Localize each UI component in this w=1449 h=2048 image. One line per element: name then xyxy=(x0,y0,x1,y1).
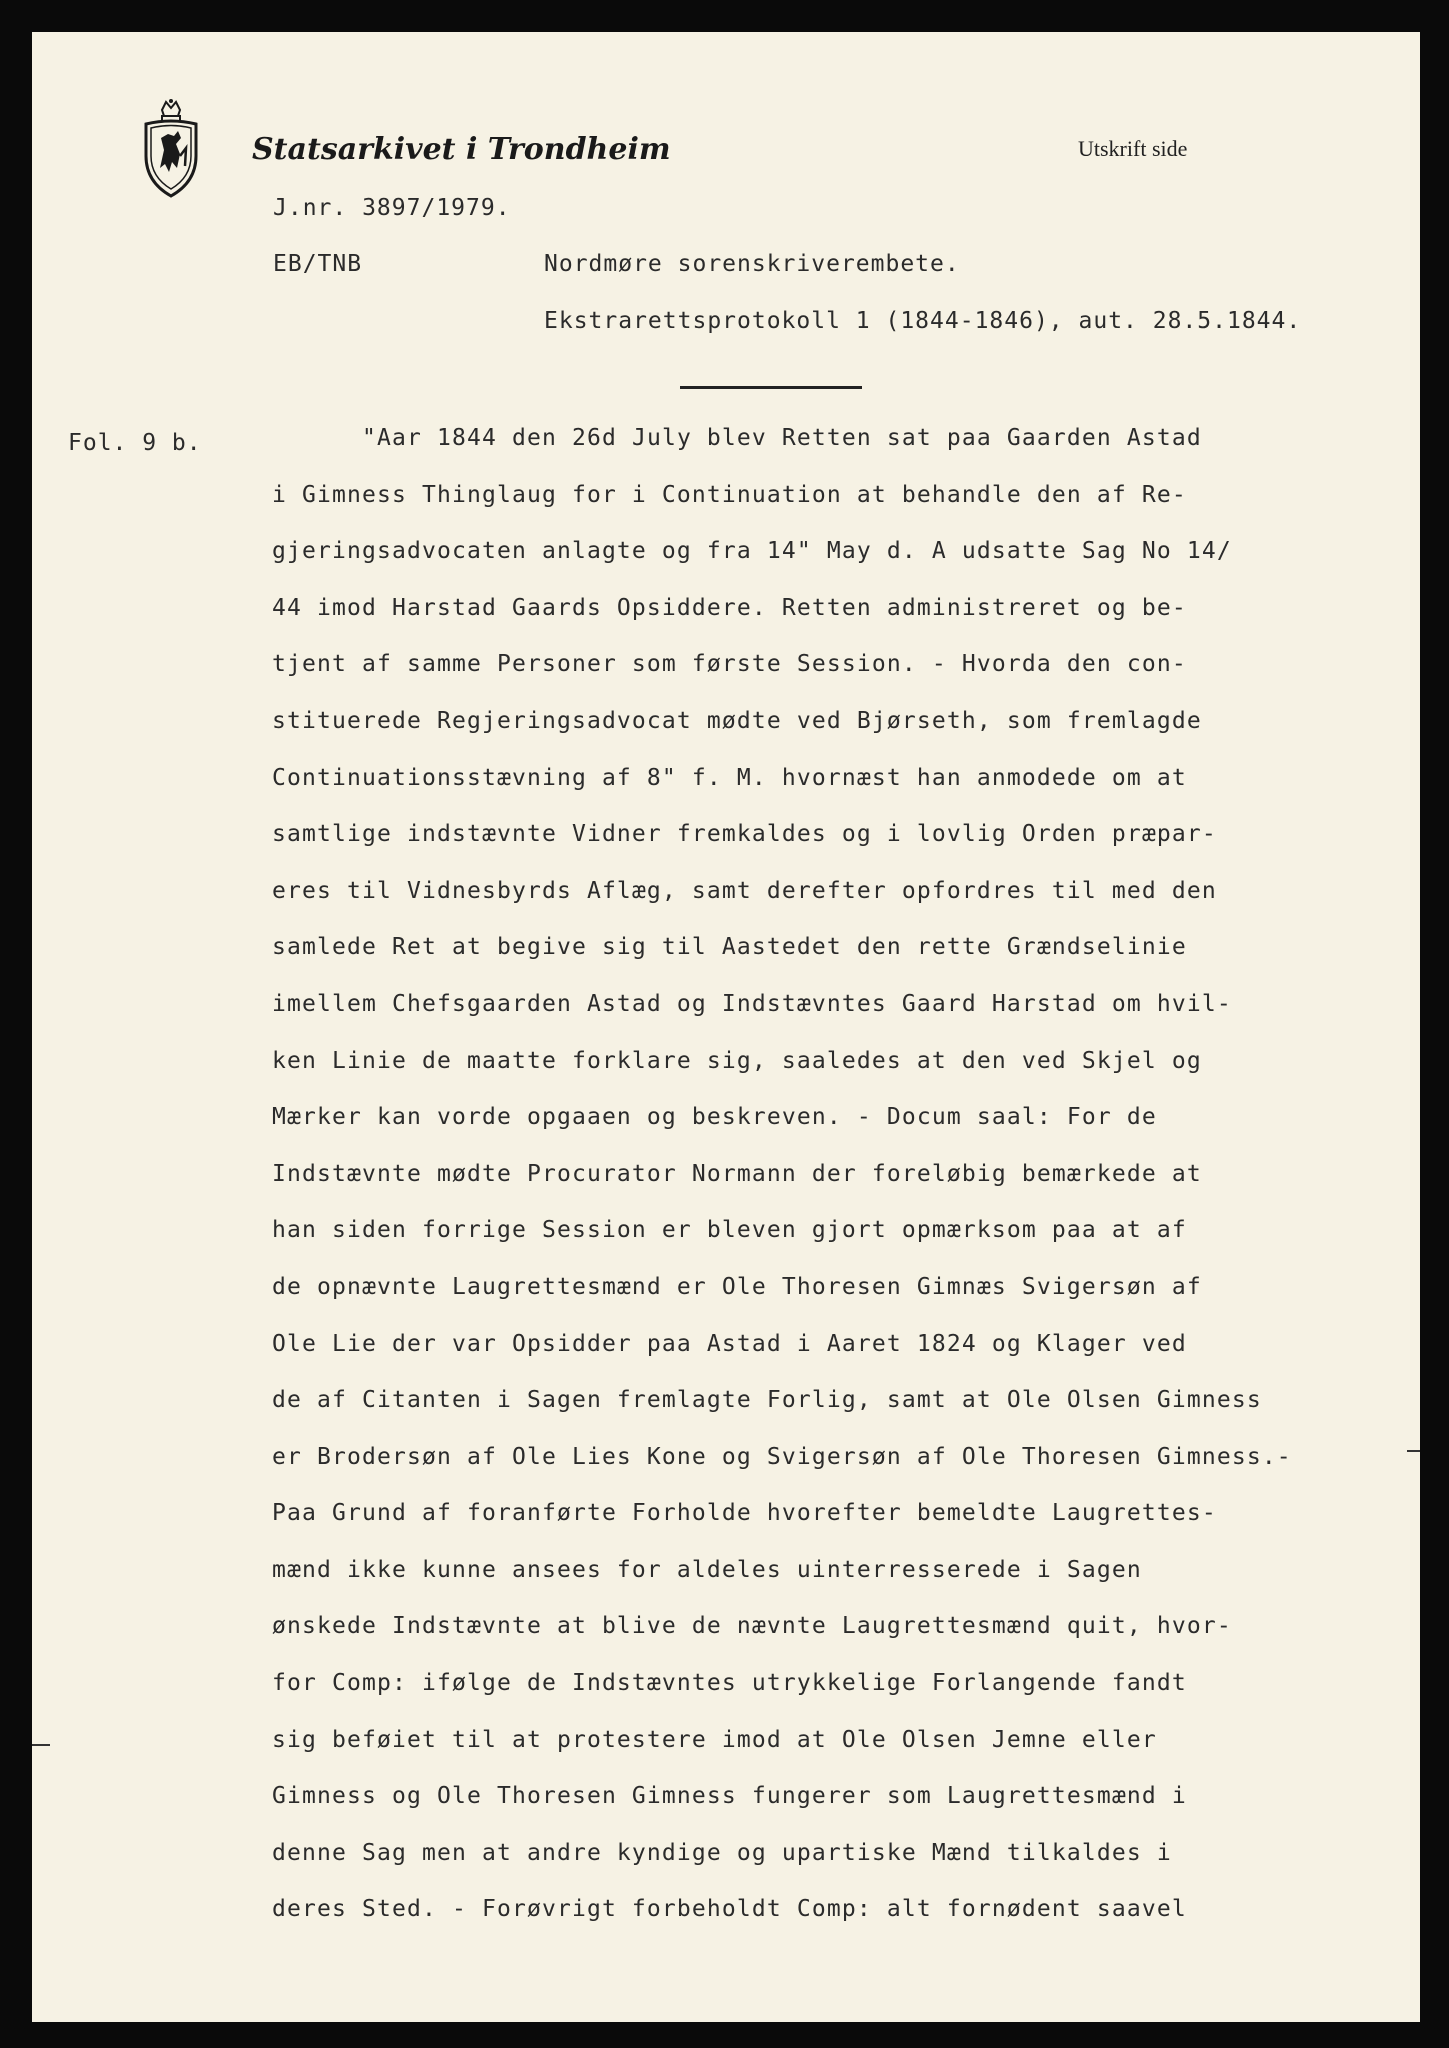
body-line: deres Sted. - Forøvrigt forbeholdt Comp: alt fornødent saavel xyxy=(272,1896,1187,1923)
margin-mark xyxy=(1407,1450,1420,1452)
body-line: de opnævnte Laugrettesmænd er Ole Thoresen Gimnæs Svigersøn af xyxy=(272,1273,1202,1300)
norwegian-coat-of-arms-icon xyxy=(142,98,200,198)
body-line: for Comp: ifølge de Indstævntes utrykkelige Forlangende fandt xyxy=(272,1670,1187,1697)
body-line: denne Sag men at andre kyndige og upartiske Mænd tilkaldes i xyxy=(272,1839,1172,1866)
folio-reference: Fol. 9 b. xyxy=(68,430,202,456)
divider-rule xyxy=(680,386,862,389)
body-line: Continuationsstævning af 8" f. M. hvornæst han anmodede om at xyxy=(272,764,1187,791)
body-line: de af Citanten i Sagen fremlagte Forlig, samt at Ole Olsen Gimness xyxy=(272,1387,1262,1414)
body-line: ken Linie de maatte forklare sig, saaledes at den ved Skjel og xyxy=(272,1047,1202,1074)
body-line: i Gimness Thinglaug for i Continuation at behandle den af Re- xyxy=(272,481,1187,508)
body-line: Indstævnte mødte Procurator Normann der foreløbig bemærkede at xyxy=(272,1160,1202,1187)
page-label: Utskrift side xyxy=(1078,136,1188,161)
body-line: eres til Vidnesbyrds Aflæg, samt derefter opfordres til med den xyxy=(272,877,1217,904)
protocol-title: Ekstrarettsprotokoll 1 (1844-1846), aut. 28.5.1844. xyxy=(544,308,1302,334)
body-line: Ole Lie der var Opsidder paa Astad i Aaret 1824 og Klager ved xyxy=(272,1330,1187,1357)
initials: EB/TNB xyxy=(273,251,363,277)
body-line: Paa Grund af foranførte Forholde hvorefter bemeldte Laugrettes- xyxy=(272,1500,1217,1527)
body-line: 44 imod Harstad Gaards Opsiddere. Retten administreret og be- xyxy=(272,594,1187,621)
archive-name: Statsarkivet i Trondheim xyxy=(252,132,671,167)
journal-number: J.nr. 3897/1979. xyxy=(273,195,511,221)
margin-mark xyxy=(32,1744,50,1746)
body-line: mænd ikke kunne ansees for aldeles uinterresserede i Sagen xyxy=(272,1556,1142,1583)
body-line: er Brodersøn af Ole Lies Kone og Svigersøn af Ole Thoresen Gimness.- xyxy=(272,1443,1292,1470)
body-line: gjeringsadvocaten anlagte og fra 14" May d. A udsatte Sag No 14/ xyxy=(272,538,1232,565)
body-line: stituerede Regjeringsadvocat mødte ved Bjørseth, som fremlagde xyxy=(272,707,1202,734)
office-name: Nordmøre sorenskriverembete. xyxy=(544,251,960,277)
body-line: Mærker kan vorde opgaaen og beskreven. - Docum saal: For de xyxy=(272,1104,1157,1131)
body-line: "Aar 1844 den 26d July blev Retten sat paa Gaarden Astad xyxy=(362,425,1202,451)
body-line: samlede Ret at begive sig til Aastedet den rette Grændselinie xyxy=(272,934,1187,961)
body-line: sig beføiet til at protestere imod at Ole Olsen Jemne eller xyxy=(272,1726,1157,1753)
body-line: imellem Chefsgaarden Astad og Indstævntes Gaard Harstad om hvil- xyxy=(272,990,1232,1017)
body-line: ønskede Indstævnte at blive de nævnte Laugrettesmænd quit, hvor- xyxy=(272,1613,1232,1640)
body-line: han siden forrige Session er bleven gjort opmærksom paa at af xyxy=(272,1217,1187,1244)
body-line: tjent af samme Personer som første Session. - Hvorda den con- xyxy=(272,651,1187,678)
body-line: samtlige indstævnte Vidner fremkaldes og i lovlig Orden præpar- xyxy=(272,821,1217,848)
document-page xyxy=(32,32,1420,2022)
body-line: Gimness og Ole Thoresen Gimness fungerer som Laugrettesmænd i xyxy=(272,1783,1187,1810)
transcript-body xyxy=(272,410,1292,1938)
